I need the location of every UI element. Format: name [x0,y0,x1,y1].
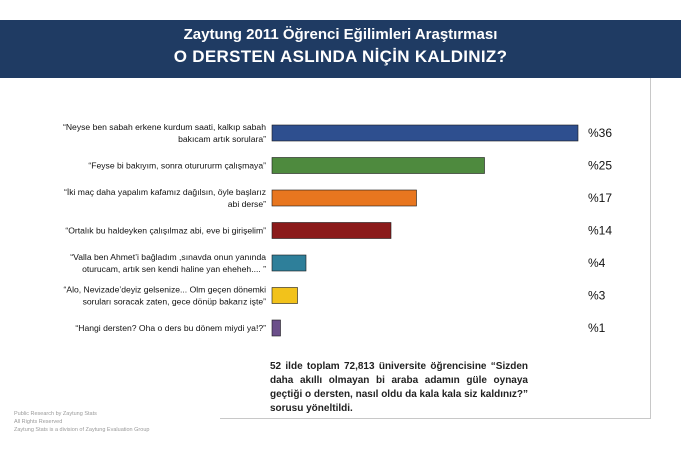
question-title: O DERSTEN ASLINDA NİÇİN KALDINIZ? [173,47,508,66]
bar [272,190,417,206]
bar [272,223,391,239]
value-label: %25 [588,158,613,173]
category-label: “Valla ben Ahmet’i bağladım ,sınavda onun yanında [70,252,266,262]
bar [272,255,306,271]
category-label: soruları soracak zaten, gece dönüp bakarız işte” [82,296,266,307]
category-label: “Alo, Nevizade’deyiz gelsenize... Olm geçen dönemki [63,284,266,295]
bar [272,158,485,174]
value-label: %1 [588,321,606,335]
category-label: oturucam, artık sen kendi haline yan eheheh.... ” [82,264,266,274]
category-label: “Hangi dersten? Oha o ders bu dönem miydi ya!?” [75,323,266,333]
category-label: “İki maç daha yapalım kafamız dağılsın, öyle başlarız [63,187,266,197]
bar [272,320,281,336]
survey-title: Zaytung 2011 Öğrenci Eğilimleri Araştırması [183,26,498,43]
category-label: “Ortalık bu haldeyken çalışılmaz abi, eve bi girişelim” [65,225,266,236]
category-label: “Neyse ben sabah erkene kurdum saati, kalkıp sabah [62,122,266,132]
footer-line-3: Zaytung Stats is a division of Zaytung Evaluation Group [14,427,150,433]
value-label: %17 [588,191,613,205]
value-label: %3 [588,288,606,303]
footer [14,410,149,434]
value-label: %4 [588,256,606,270]
value-label: %36 [588,126,613,140]
bar [272,288,298,304]
survey-note: 52 ilde toplam 72,813 üniversite öğrencisine “Sizden daha akıllı olmayan bi araba adamın güle oynaya geçtiği o dersten, nasıl oldu da kala kala siz kaldınız?” sorusu yöneltildi. [270,361,528,414]
category-label: bakıcam artık sorulara” [178,134,266,144]
category-label: “Feyse bi bakıyım, sonra oturururm çalışmaya” [88,160,266,171]
footer-line-2: All Rights Reserved [14,419,63,425]
footer-line-1: Public Research by Zaytung Stats [14,411,97,417]
category-label: abi derse” [227,199,266,209]
bar [272,125,578,141]
value-label: %14 [588,223,613,238]
